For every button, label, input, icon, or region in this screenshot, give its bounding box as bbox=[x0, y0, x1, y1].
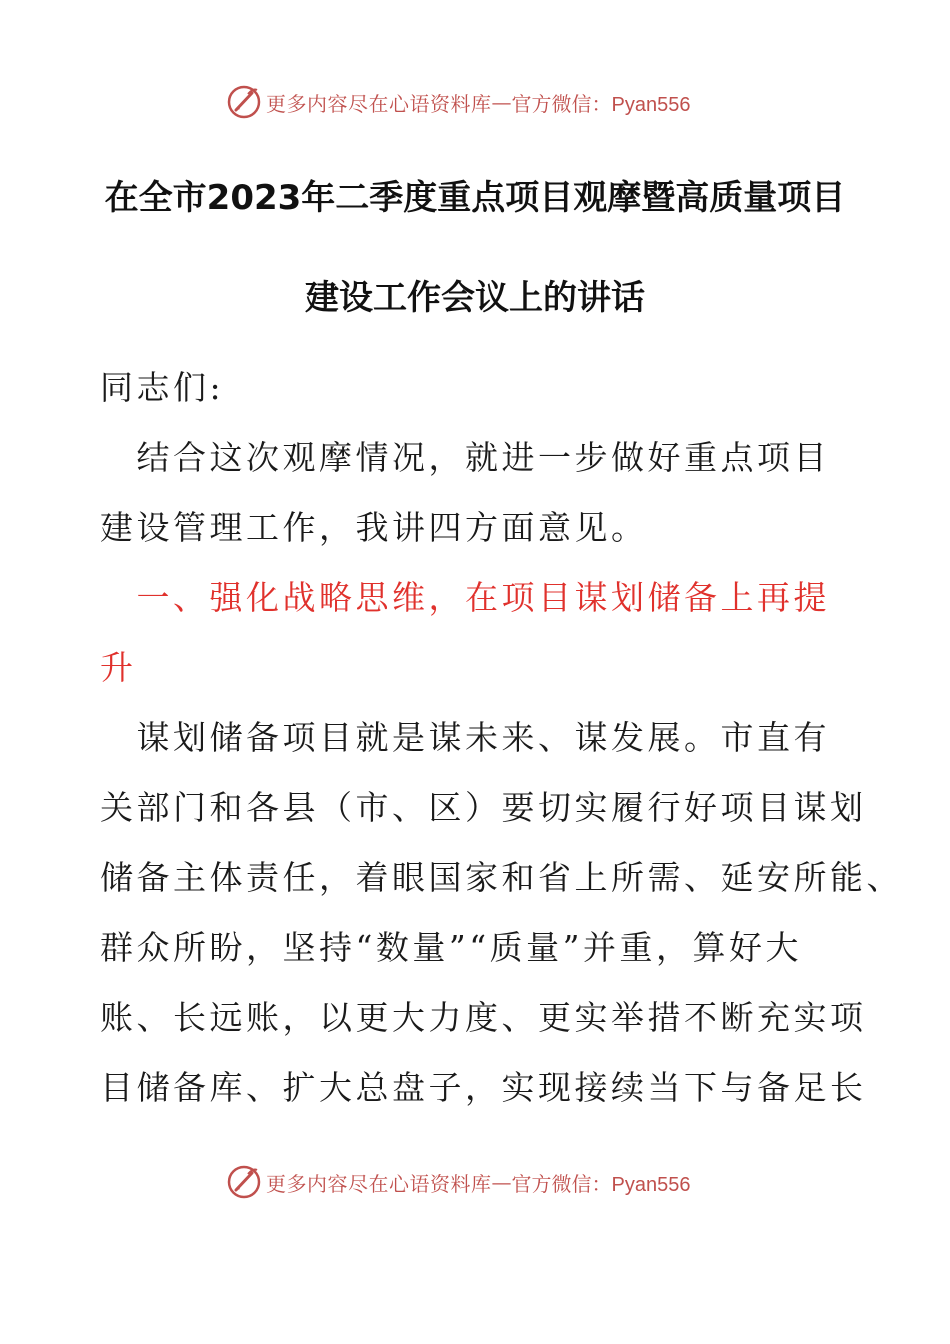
watermark-text: 更多内容尽在心语资料库 bbox=[266, 1171, 492, 1196]
document-title-line-2: 建设工作会议上的讲话 bbox=[305, 278, 645, 318]
watermark-text: 更多内容尽在心语资料库 bbox=[266, 91, 492, 116]
body-line: 目储备库、扩大总盘子，实现接续当下与备足长 bbox=[100, 1068, 867, 1107]
watermark-wechat: 官方微信：Pyan556 bbox=[511, 93, 691, 116]
document-title-line-1: 在全市2023年二季度重点项目观摩暨高质量项目 bbox=[104, 178, 846, 218]
footer-watermark bbox=[226, 1160, 690, 1204]
pen-logo-icon bbox=[226, 1164, 262, 1200]
body-line: 储备主体责任，着眼国家和省上所需、延安所能、 bbox=[100, 858, 903, 897]
body-line: 谋划储备项目就是谋未来、谋发展。市直有 bbox=[100, 718, 830, 757]
body-line: 建设管理工作，我讲四方面意见。 bbox=[100, 508, 648, 547]
body-line: 群众所盼，坚持“数量”“质量”并重，算好大 bbox=[100, 928, 802, 967]
section-heading-1-continued: 升 bbox=[100, 648, 137, 687]
salutation: 同志们: bbox=[100, 368, 225, 407]
header-watermark bbox=[226, 80, 690, 124]
section-heading-1: 一、强化战略思维，在项目谋划储备上再提 bbox=[100, 578, 830, 617]
body-line: 结合这次观摩情况，就进一步做好重点项目 bbox=[100, 438, 830, 477]
watermark-wechat: 官方微信：Pyan556 bbox=[511, 1173, 691, 1196]
watermark-separator: — bbox=[491, 90, 512, 114]
pen-logo-icon bbox=[226, 84, 262, 120]
body-line: 账、长远账，以更大力度、更实举措不断充实项 bbox=[100, 998, 867, 1037]
watermark-separator: — bbox=[491, 1170, 512, 1194]
body-line: 关部门和各县（市、区）要切实履行好项目谋划 bbox=[100, 788, 867, 827]
